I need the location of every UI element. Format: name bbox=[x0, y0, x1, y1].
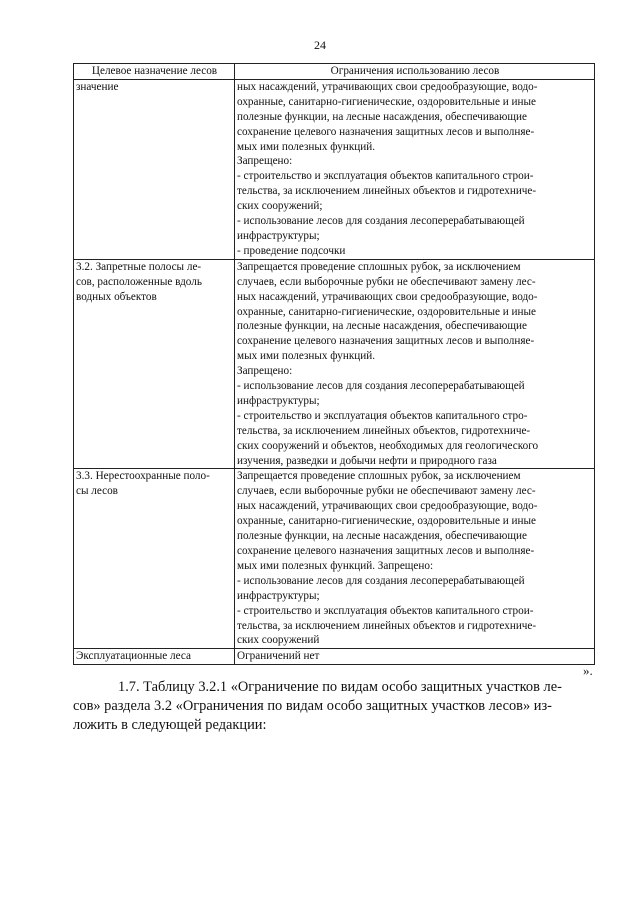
restriction-line: мых ими полезных функций. Запрещено: bbox=[237, 559, 434, 572]
restriction-line: полезные функции, на лесные насаждения, обеспечивающие bbox=[237, 530, 527, 543]
restriction-line: охранные, санитарно-гигиенические, оздоровительные и иные bbox=[237, 515, 536, 528]
restriction-line: ных насаждений, утрачивающих свои средообразующие, водо- bbox=[237, 290, 538, 303]
purpose-line: водных объектов bbox=[76, 290, 157, 303]
purpose-cell bbox=[74, 649, 235, 665]
restriction-line: изучения, разведки и добычи нефти и природного газа bbox=[237, 454, 497, 467]
restriction-line: мых ими полезных функций. bbox=[237, 140, 376, 153]
restriction-line: мых ими полезных функций. bbox=[237, 350, 376, 363]
restriction-line: охранные, санитарно-гигиенические, оздоровительные и иные bbox=[237, 305, 536, 318]
restriction-line: ных насаждений, утрачивающих свои средообразующие, водо- bbox=[237, 500, 538, 513]
restriction-line: сохранение целевого назначения защитных лесов и выполняе- bbox=[237, 545, 535, 557]
restriction-line: тельства, за исключением линейных объектов, гидротехниче- bbox=[237, 424, 531, 437]
paragraph-line: ложить в следующей редакции: bbox=[73, 717, 267, 733]
paragraph-line: 1.7. Таблицу 3.2.1 «Ограничение по видам особо защитных участков ле- bbox=[118, 679, 562, 695]
restriction-line: - проведение подсочки bbox=[237, 244, 346, 257]
restrictions-cell bbox=[235, 79, 595, 259]
restriction-line: инфраструктуры; bbox=[237, 229, 320, 242]
forest-restrictions-table bbox=[73, 63, 595, 665]
restriction-line: - использование лесов для создания лесоперерабатывающей bbox=[237, 380, 525, 393]
restriction-line: ских сооружений и объектов, необходимых для геологического bbox=[237, 439, 539, 452]
restriction-line: Ограничений нет bbox=[237, 650, 320, 663]
table-row bbox=[74, 259, 595, 469]
restriction-line: сохранение целевого назначения защитных лесов и выполняе- bbox=[237, 335, 535, 348]
paragraph-line: сов» раздела 3.2 «Ограничения по видам особо защитных участков лесов» из- bbox=[73, 698, 552, 714]
purpose-cell bbox=[74, 259, 235, 469]
page-number: 24 bbox=[314, 38, 326, 52]
purpose-line: 3.2. Запретные полосы ле- bbox=[76, 260, 202, 273]
table-row bbox=[74, 649, 595, 665]
restriction-line: Запрещается проведение сплошных рубок, за исключением bbox=[237, 260, 521, 273]
restriction-line: случаев, если выборочные рубки не обеспечивают замену лес- bbox=[237, 485, 536, 498]
table-row bbox=[74, 79, 595, 259]
restrictions-cell bbox=[235, 259, 595, 469]
restriction-line: ских сооружений; bbox=[237, 200, 323, 213]
restriction-line: - строительство и эксплуатация объектов капитального строи- bbox=[237, 604, 534, 617]
restriction-line: случаев, если выборочные рубки не обеспечивают замену лес- bbox=[237, 275, 536, 288]
restriction-line: инфраструктуры; bbox=[237, 394, 320, 407]
header-restrictions: Ограничения использованию лесов bbox=[235, 64, 595, 80]
purpose-cell bbox=[74, 469, 235, 649]
purpose-line: сов, расположенные вдоль bbox=[76, 275, 202, 288]
restriction-line: - строительство и эксплуатация объектов капитального строи- bbox=[237, 170, 534, 183]
header-purpose: Целевое назначение лесов bbox=[74, 64, 235, 80]
amendment-paragraph bbox=[73, 678, 594, 735]
restriction-line: сохранение целевого назначения защитных лесов и выполняе- bbox=[237, 125, 535, 138]
restriction-line: - строительство и эксплуатация объектов капитального стро- bbox=[237, 409, 528, 422]
table-header-row bbox=[74, 64, 595, 80]
restriction-line: ных насаждений, утрачивающих свои средообразующие, водо- bbox=[237, 80, 538, 93]
restriction-line: инфраструктуры; bbox=[237, 589, 320, 602]
restrictions-cell bbox=[235, 469, 595, 649]
restriction-line: ских сооружений bbox=[237, 634, 320, 647]
restriction-line: Запрещается проведение сплошных рубок, за исключением bbox=[237, 470, 521, 483]
restriction-line: охранные, санитарно-гигиенические, оздоровительные и иные bbox=[237, 95, 536, 108]
purpose-line: Эксплуатационные леса bbox=[76, 650, 191, 663]
restriction-line: тельства, за исключением линейных объектов и гидротехниче- bbox=[237, 185, 537, 198]
restriction-line: полезные функции, на лесные насаждения, обеспечивающие bbox=[237, 110, 527, 123]
purpose-cell bbox=[74, 79, 235, 259]
closing-quote: ». bbox=[583, 663, 593, 678]
table-row bbox=[74, 469, 595, 649]
restriction-line: - использование лесов для создания лесоперерабатывающей bbox=[237, 215, 525, 228]
restriction-line: Запрещено: bbox=[237, 365, 293, 378]
restriction-line: Запрещено: bbox=[237, 155, 293, 168]
purpose-line: сы лесов bbox=[76, 485, 118, 498]
restriction-line: тельства, за исключением линейных объектов и гидротехниче- bbox=[237, 619, 537, 632]
restriction-line: полезные функции, на лесные насаждения, обеспечивающие bbox=[237, 320, 527, 333]
restriction-line: - использование лесов для создания лесоперерабатывающей bbox=[237, 574, 525, 587]
purpose-line: 3.3. Нерестоохранные поло- bbox=[76, 470, 210, 483]
restrictions-cell bbox=[235, 649, 595, 665]
purpose-line: значение bbox=[76, 80, 119, 93]
